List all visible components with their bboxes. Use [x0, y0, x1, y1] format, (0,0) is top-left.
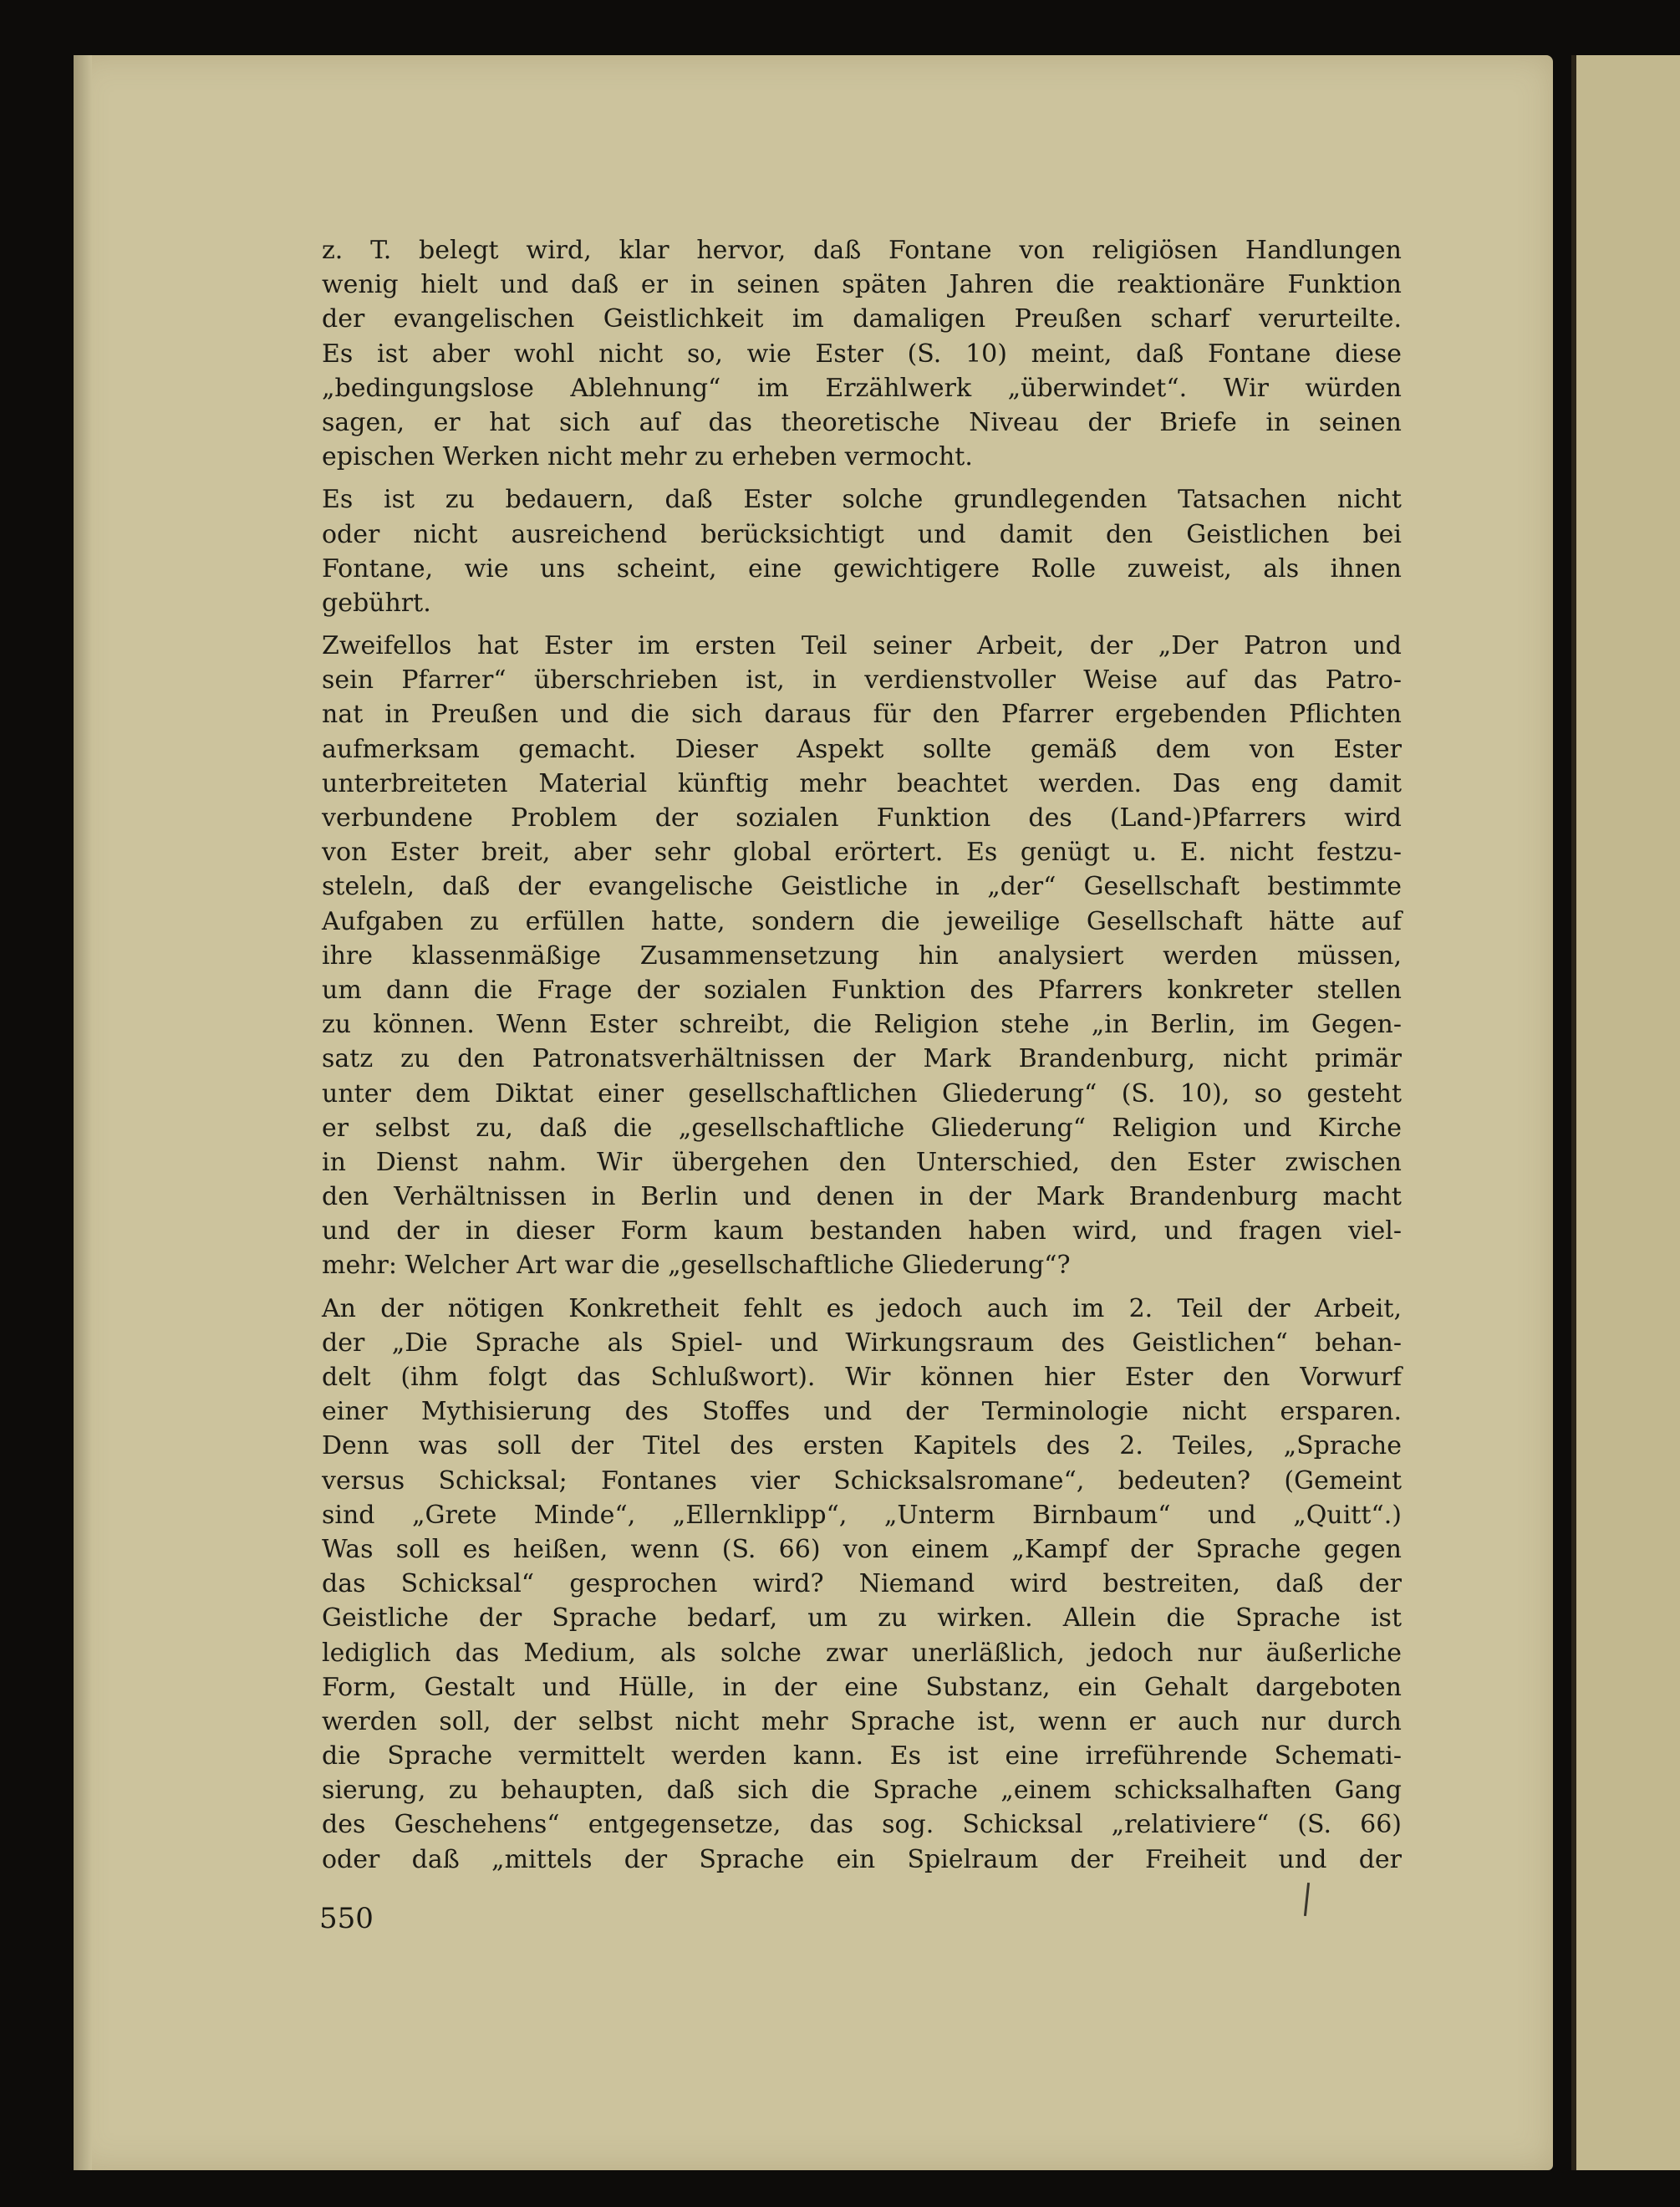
text-line: versus Schicksal; Fontanes vier Schicksalsromane“, bedeuten? (Gemeint: [322, 1465, 1402, 1496]
paragraph-3: [322, 629, 1402, 1283]
text-line: das Schicksal“ gesprochen wird? Niemand wird bestreiten, daß der: [322, 1569, 1402, 1599]
text-line: oder nicht ausreichend berücksichtigt und damit den Geistlichen bei: [322, 519, 1402, 549]
text-line: verbundene Problem der sozialen Funktion des (Land-)Pfarrers wird: [322, 803, 1402, 833]
text-line: z. T. belegt wird, klar hervor, daß Fontane von religiösen Handlungen: [322, 236, 1402, 265]
paragraph-1: [322, 233, 1402, 474]
text-line: An der nötigen Konkretheit fehlt es jedoch auch im 2. Teil der Arbeit,: [322, 1293, 1402, 1323]
text-line: ihre klassenmäßige Zusammensetzung hin analysiert werden müssen,: [322, 940, 1402, 971]
text-line: wenig hielt und daß er in seinen späten Jahren die reaktionäre Funktion: [322, 270, 1402, 300]
text-line: „bedingungslose Ablehnung“ im Erzählwerk „überwindet“. Wir würden: [322, 373, 1402, 403]
text-line: Aufgaben zu erfüllen hatte, sondern die jeweilige Gesellschaft hätte auf: [322, 906, 1402, 936]
paragraph-2: [322, 482, 1402, 620]
text-line: Es ist aber wohl nicht so, wie Ester (S. 10) meint, daß Fontane diese: [322, 339, 1402, 369]
text-line: sein Pfarrer“ überschrieben ist, in verdienstvoller Weise auf das Patro-: [322, 665, 1402, 696]
text-line: die Sprache vermittelt werden kann. Es ist eine irreführende Schemati-: [322, 1741, 1402, 1771]
text-line: sagen, er hat sich auf das theoretische Niveau der Briefe in seinen: [322, 407, 1402, 437]
text-line: er selbst zu, daß die „gesellschaftliche Gliederung“ Religion und Kirche: [322, 1113, 1402, 1143]
facing-page-edge: [1571, 55, 1680, 2170]
text-line: nat in Preußen und die sich daraus für den Pfarrer ergebenden Pflichten: [322, 700, 1402, 730]
text-line: einer Mythisierung des Stoffes und der Terminologie nicht ersparen.: [322, 1397, 1402, 1427]
text-line: der „Die Sprache als Spiel- und Wirkungsraum des Geistlichen“ behan-: [322, 1328, 1402, 1358]
text-line: den Verhältnissen in Berlin und denen in der Mark Brandenburg macht: [322, 1182, 1402, 1212]
text-line: unter dem Diktat einer gesellschaftlichen Gliederung“ (S. 10), so gesteht: [322, 1078, 1402, 1109]
text-line: delt (ihm folgt das Schlußwort). Wir können hier Ester den Vorwurf: [322, 1363, 1402, 1392]
text-line: oder daß „mittels der Sprache ein Spielraum der Freiheit und der: [322, 1844, 1402, 1874]
text-line: des Geschehens“ entgegensetze, das sog. Schicksal „relativiere“ (S. 66): [322, 1810, 1402, 1840]
text-line: Geistliche der Sprache bedarf, um zu wirken. Allein die Sprache ist: [322, 1603, 1402, 1634]
text-line: Denn was soll der Titel des ersten Kapitels des 2. Teiles, „Sprache: [322, 1431, 1402, 1461]
text-line: der evangelischen Geistlichkeit im damaligen Preußen scharf verurteilte.: [322, 304, 1402, 334]
text-line: in Dienst nahm. Wir übergehen den Unterschied, den Ester zwischen: [322, 1147, 1402, 1177]
text-line: um dann die Frage der sozialen Funktion des Pfarrers konkreter stellen: [322, 975, 1402, 1005]
text-line: mehr: Welcher Art war die „gesellschaftliche Gliederung“?: [322, 1251, 1071, 1281]
text-line: epischen Werken nicht mehr zu erheben vermocht.: [322, 442, 973, 472]
text-line: Zweifellos hat Ester im ersten Teil seiner Arbeit, der „Der Patron und: [322, 631, 1402, 661]
text-line: Was soll es heißen, wenn (S. 66) von einem „Kampf der Sprache gegen: [322, 1534, 1402, 1564]
text-line: aufmerksam gemacht. Dieser Aspekt sollte gemäß dem von Ester: [322, 734, 1402, 764]
text-line: Es ist zu bedauern, daß Ester solche grundlegenden Tatsachen nicht: [322, 485, 1402, 515]
text-line: gebührt.: [322, 588, 431, 618]
text-line: Form, Gestalt und Hülle, in der eine Substanz, ein Gehalt dargeboten: [322, 1672, 1402, 1702]
text-line: satz zu den Patronatsverhältnissen der Mark Brandenburg, nicht primär: [322, 1044, 1402, 1074]
text-line: steleln, daß der evangelische Geistliche in „der“ Gesellschaft bestimmte: [322, 872, 1402, 902]
text-line: von Ester breit, aber sehr global erörtert. Es genügt u. E. nicht festzu-: [322, 838, 1402, 868]
text-line: sind „Grete Minde“, „Ellernklipp“, „Unterm Birnbaum“ und „Quitt“.): [322, 1500, 1402, 1530]
text-line: werden soll, der selbst nicht mehr Sprache ist, wenn er auch nur durch: [322, 1706, 1402, 1736]
text-line: zu können. Wenn Ester schreibt, die Religion stehe „in Berlin, im Gegen-: [322, 1010, 1402, 1040]
text-line: Fontane, wie uns scheint, eine gewichtigere Rolle zuweist, als ihnen: [322, 553, 1402, 584]
text-line: unterbreiteten Material künftig mehr beachtet werden. Das eng damit: [322, 768, 1402, 798]
page-number: 550: [319, 1902, 374, 1935]
text-line: sierung, zu behaupten, daß sich die Sprache „einem schicksalhaften Gang: [322, 1776, 1402, 1806]
body-text: [322, 233, 1402, 1885]
paragraph-4: [322, 1292, 1402, 1877]
text-line: und der in dieser Form kaum bestanden haben wird, und fragen viel-: [322, 1216, 1402, 1246]
text-line: lediglich das Medium, als solche zwar unerläßlich, jedoch nur äußerliche: [322, 1638, 1402, 1668]
